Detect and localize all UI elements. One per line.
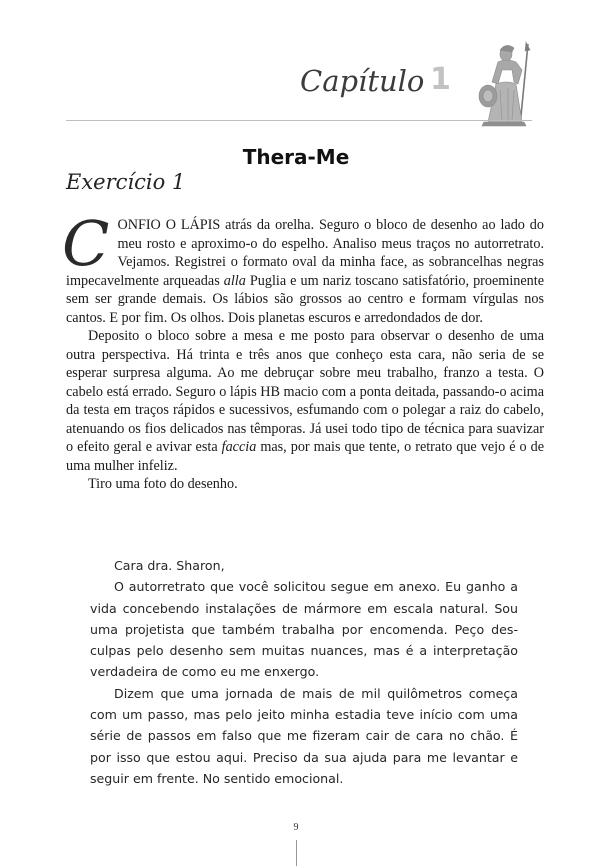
letter-paragraph: Dizem que uma jornada de mais de mil quilômetros começa com um passo, mas pelo jeito minha estadia teve início com uma série de passos em falso que me fizeram cair de cara no chão. É por isso que estou aqui. Preciso da sua ajuda para me levantar e seguir em frente. No sentido emocional. xyxy=(90,685,518,786)
body-text xyxy=(62,207,544,494)
page-rule xyxy=(296,840,297,866)
paragraph: CONFIO O LÁPIS atrás da orelha. Seguro o bloco de desenho ao lado do meu rosto e aproximo-o do espelho. Analiso meus traços no autorretrato. Vejamos. Registrei o formato oval da minha face, as sobrancelhas negras impecavelmente arqueadas alla Puglia e um nariz toscano satisfatório, proeminente sem ser grande demais. Os lábios são grossos ao centro e formam vírgulas nos cantos. E por fim. Os olhos. Dois planetas escuros e arredondados de dor. xyxy=(62,207,544,326)
chapter-label: Capítulo xyxy=(300,64,425,98)
drop-cap: C xyxy=(62,207,110,280)
paragraph: Tiro uma foto do desenho. xyxy=(88,476,238,492)
athena-statue-icon xyxy=(470,40,540,128)
page-title: Thera-Me xyxy=(242,145,350,169)
section-title: Exercício 1 xyxy=(66,170,186,194)
letter xyxy=(90,555,518,789)
paragraph: Deposito o bloco sobre a mesa e me posto para observar o desenho de uma outra perspectiva. Há trinta e três anos que conheço esta cara, não seria de se esperar surpresa alguma. Ao me debruçar sobre meu trabalho, franzo a testa. O cabelo está errado. Seguro o lápis HB macio com a ponta deitada, passando-o acima da testa em traços rápidos e sucessivos, esfumando com o polegar a raiz do cabelo, atenuando os fios delicados nas têmporas. Já usei todo tipo de técnica para suavizar o efeito geral e avivar esta faccia mas, por mais que tente, o retrato que vejo é o de uma mulher infeliz. xyxy=(66,328,544,474)
chapter-number: 1 xyxy=(430,62,451,97)
letter-paragraph: O autorretrato que você solicitou segue em anexo. Eu ganho a vida concebendo instalações de mármore em escala natural. Sou uma projetista que também trabalha por encomenda. Peço desculpas pelo desenho sem muitas nuances, mas é a interpretação verdadeira de como eu me enxergo. xyxy=(90,579,518,680)
page-number: 9 xyxy=(293,822,299,833)
letter-salutation: Cara dra. Sharon, xyxy=(114,558,225,573)
chapter-rule xyxy=(66,120,532,121)
chapter-header xyxy=(0,0,592,130)
